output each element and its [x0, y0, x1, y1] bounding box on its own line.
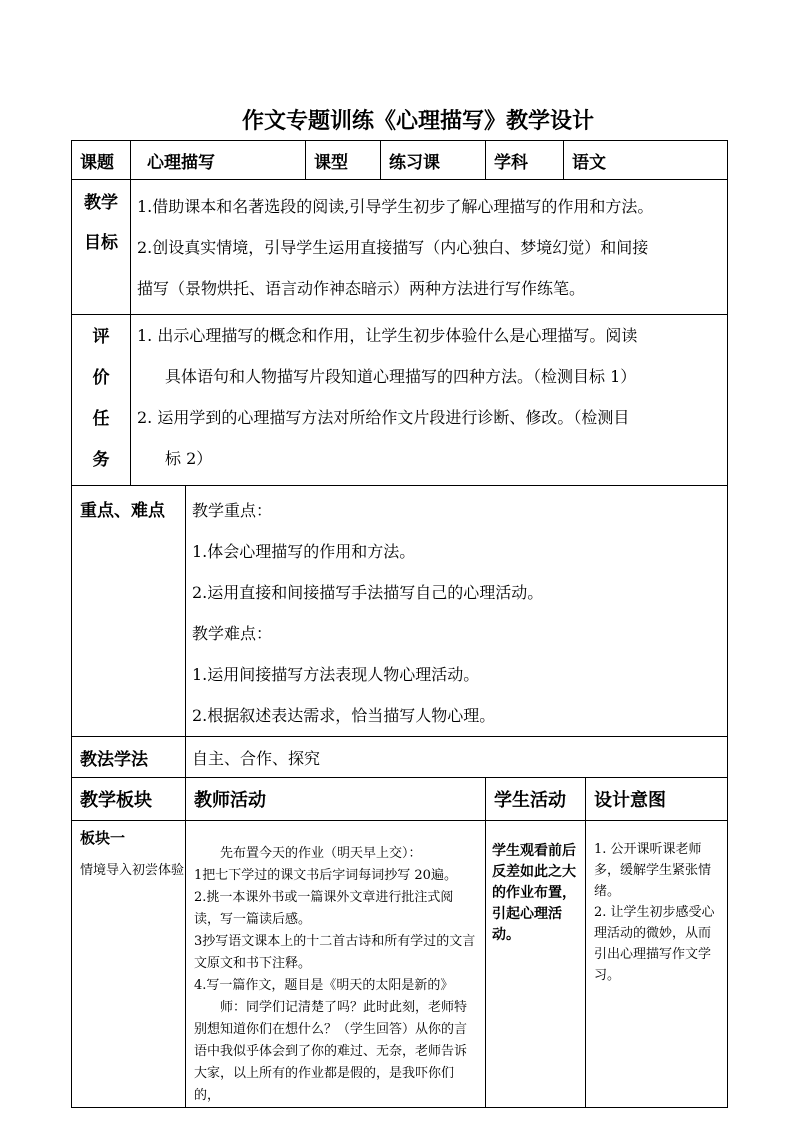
block1-teacher: 先布置今天的作业（明天早上交）： 1把七下学过的课文书后字词每词抄写 20遍。 2.挑一本课外书或一篇课外文章进行批注式阅读，写一篇读后感。 3抄写语文课本上的十二首古诗和所有学过的文言文原文和书下注释。 4.写一篇作文，题目是《明天的太阳是新的》 师：同学们记清楚了吗？此时此刻，老师特别想知道你们在想什么？（学生回答）从你的言语中我似乎体会到了你的难过、无奈，老师告诉大家，以上所有的作业都是假的，是我吓你们的，	[194, 846, 476, 1103]
objectives-row	[72, 180, 728, 315]
evaluation-row	[72, 315, 728, 486]
objectives-text: 1.借助课本和名著选段的阅读,引导学生初步了解心理描写的作用和方法。 2.创设真实情境，引导学生运用直接描写（内心独白、梦境幻觉）和间接 描写（景物烘托、语言动作神态暗示）两种方法进行写作练笔。	[137, 197, 654, 298]
type-label: 课型	[314, 152, 348, 173]
objectives-label: 教学 目标	[84, 193, 118, 253]
block1-label: 板块一	[80, 829, 126, 847]
block1-sub: 情境导入初尝体验	[80, 863, 185, 878]
block1-student: 学生观看前后反差如此之大的作业布置，引起心理活动。	[492, 843, 576, 943]
topic-label: 课题	[80, 152, 114, 173]
block1-module	[72, 821, 185, 882]
activity-header-row	[72, 778, 728, 821]
key-points-text: 教学重点： 1.体会心理描写的作用和方法。 2.运用直接和间接描写手法描写自己的心理活动。 教学难点： 1.运用间接描写方法表现人物心理活动。 2.根据叙述表达需求，恰当描写人物心理。	[192, 501, 544, 725]
lesson-plan-table	[71, 140, 728, 1108]
block1-intent: 1. 公开课听课老师多，缓解学生紧张情绪。 2. 让学生初步感受心理活动的微妙，从而引出心理描写作文学习。	[594, 842, 715, 983]
student-header: 学生活动	[494, 790, 566, 811]
evaluation-text: 1. 出示心理描写的概念和作用，让学生初步体验什么是心理描写。阅读 具体语句和人物描写片段知道心理描写的四种方法。（检测目标 1） 2. 运用学到的心理描写方法对所给作文片段进行诊断、修改。（检测目 标 2）	[137, 326, 638, 468]
methods-label: 教法学法	[80, 749, 148, 770]
subject-label: 学科	[494, 152, 528, 173]
methods-value: 自主、合作、探究	[192, 748, 321, 768]
topic-value: 心理描写	[147, 152, 215, 173]
subject-value: 语文	[572, 152, 606, 173]
document-title: 作文专题训练《心理描写》教学设计	[242, 108, 595, 134]
type-value: 练习课	[389, 152, 440, 173]
header-row	[72, 141, 728, 180]
key-points-label: 重点、难点	[80, 501, 165, 521]
module-header: 教学板块	[80, 790, 152, 811]
methods-row	[72, 737, 728, 778]
teacher-header: 教师活动	[194, 790, 266, 811]
evaluation-label: 评 价 任 务	[92, 327, 110, 470]
intent-header: 设计意图	[594, 790, 666, 811]
block1-row	[72, 821, 728, 1108]
key-points-row	[72, 486, 728, 737]
